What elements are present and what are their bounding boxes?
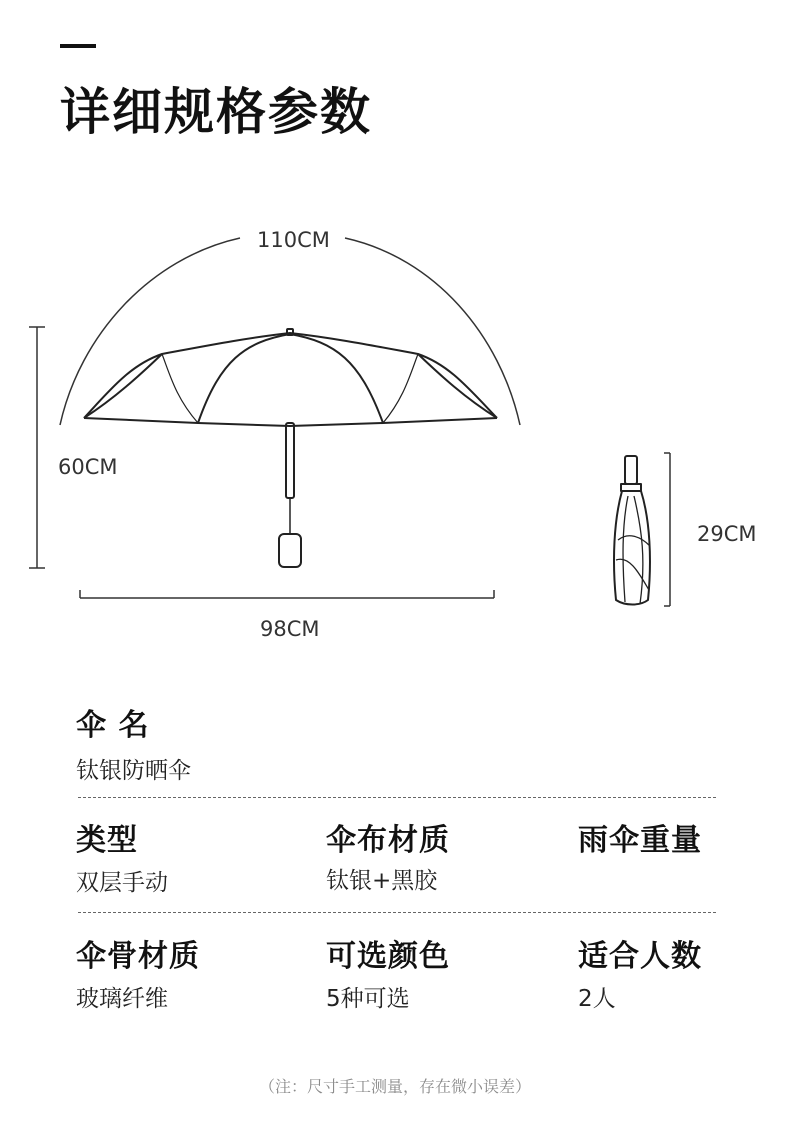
span-label: 98CM bbox=[260, 617, 320, 641]
spec-fabric-label: 伞布材质 bbox=[326, 823, 450, 858]
divider bbox=[78, 912, 716, 913]
height-dimension-line bbox=[29, 327, 45, 568]
spec-ribs-label: 伞骨材质 bbox=[76, 939, 200, 974]
footnote: （注：尺寸手工测量，存在微小误差） bbox=[258, 1077, 531, 1096]
spec-capacity-label: 适合人数 bbox=[578, 939, 702, 974]
spec-type-label: 类型 bbox=[76, 823, 138, 858]
divider bbox=[78, 797, 716, 798]
spec-weight-label: 雨伞重量 bbox=[578, 823, 702, 858]
umbrella-handle-icon bbox=[279, 423, 301, 567]
folded-length-label: 29CM bbox=[697, 522, 757, 546]
page-title: 详细规格参数 bbox=[60, 83, 372, 141]
spec-fabric-value: 钛银+黑胶 bbox=[326, 868, 438, 894]
open-umbrella-icon bbox=[84, 329, 497, 426]
height-label: 60CM bbox=[58, 455, 118, 479]
folded-umbrella-icon bbox=[614, 456, 650, 605]
spec-capacity-value: 2人 bbox=[578, 986, 616, 1012]
spec-name-label: 伞 名 bbox=[76, 708, 150, 743]
spec-colors-value: 5种可选 bbox=[326, 986, 410, 1012]
spec-type-value: 双层手动 bbox=[76, 870, 168, 896]
canopy-arc-label: 110CM bbox=[257, 228, 330, 252]
canopy-arc-line bbox=[60, 238, 240, 425]
spec-name-value: 钛银防晒伞 bbox=[76, 758, 191, 784]
spec-ribs-value: 玻璃纤维 bbox=[76, 986, 168, 1012]
span-dimension-line bbox=[80, 590, 494, 598]
folded-length-dimension-line bbox=[664, 453, 670, 606]
spec-colors-label: 可选颜色 bbox=[326, 939, 450, 974]
